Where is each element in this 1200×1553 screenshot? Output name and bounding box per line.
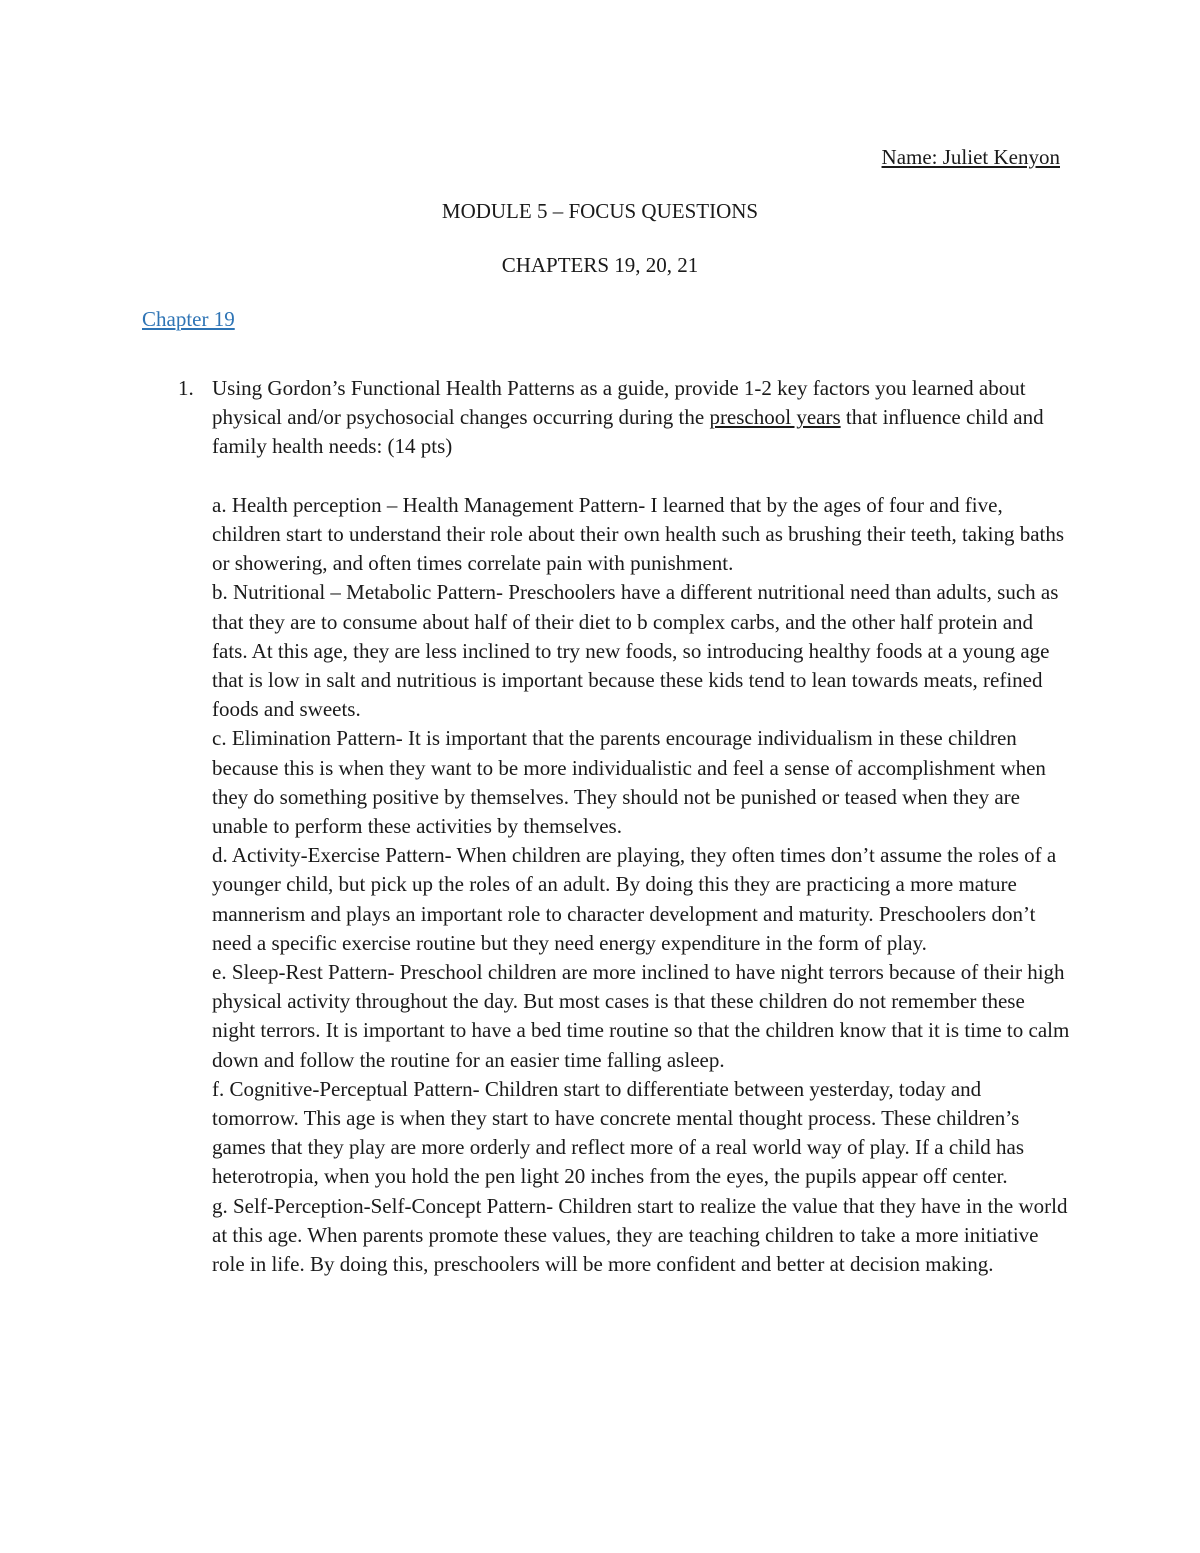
answer-c: c. Elimination Pattern- It is important that the parents encourage individualism in these children because this is when they want to be more individualistic and feel a sense of accomplishment when they do something positive by themselves. They should not be punished or teased when they are unable to perform these activities by themselves.	[212, 726, 1046, 839]
answer-f: f. Cognitive-Perceptual Pattern- Children start to differentiate between yesterday, today and tomorrow. This age is when they start to have concrete mental thought process. These children’s games that they play are more orderly and reflect more of a real world way of play. If a child has heterotropia, when you hold the pen light 20 inches from the eyes, the pupils appear off center.	[212, 1076, 1025, 1189]
chapter-19-link[interactable]: Chapter 19	[142, 307, 235, 331]
question-prompt	[212, 374, 1072, 462]
student-name: Name: Juliet Kenyon	[881, 145, 1060, 169]
chapters-title: CHAPTERS 19, 20, 21	[501, 253, 699, 277]
prompt-underlined-text: preschool years	[709, 405, 841, 430]
answer-a: a. Health perception – Health Management Pattern- I learned that by the ages of four and five, children start to understand their role about their own health such as brushing their teeth, taking baths or showering, and often times correlate pain with punishment.	[212, 492, 1065, 576]
module-title: MODULE 5 – FOCUS QUESTIONS	[441, 199, 759, 223]
answer-e: e. Sleep-Rest Pattern- Preschool children are more inclined to have night terrors because of their high physical activity throughout the day. But most cases is that these children do not remember these night terrors. It is important to have a bed time routine so that the children know that it is time to calm down and follow the routine for an easier time falling asleep.	[212, 960, 1070, 1072]
answer-g: g. Self-Perception-Self-Concept Pattern- Children start to realize the value that they have in the world at this age. When parents promote these values, they are teaching children to take a more initiative role in life. By doing this, preschoolers will be more confident and better at decision making.	[212, 1193, 1068, 1277]
answer-d: d. Activity-Exercise Pattern- When children are playing, they often times don’t assume the roles of a younger child, but pick up the roles of an adult. By doing this they are practicing a more mature mannerism and plays an important role to character development and maturity. Preschoolers don’t need a specific exercise routine but they need energy expenditure in the form of play.	[212, 843, 1057, 955]
question-number: 1.	[178, 376, 194, 400]
prompt-text-after: that influence child and family health needs: (14 pts)	[212, 405, 1044, 459]
answer-b: b. Nutritional – Metabolic Pattern- Preschoolers have a different nutritional need than adults, such as that they are to consume about half of their diet to b complex carbs, and the other half protein and fats. At this age, they are less inclined to try new foods, so introducing healthy foods at a young age that is low in salt and nutritious is important because these kids tend to lean towards meats, refined foods and sweets.	[212, 580, 1059, 722]
question-body	[212, 374, 1072, 1279]
prompt-text-before: Using Gordon’s Functional Health Patterns as a guide, provide 1-2 key factors you learned about physical and/or psychosocial changes occurring during the	[212, 376, 1026, 430]
